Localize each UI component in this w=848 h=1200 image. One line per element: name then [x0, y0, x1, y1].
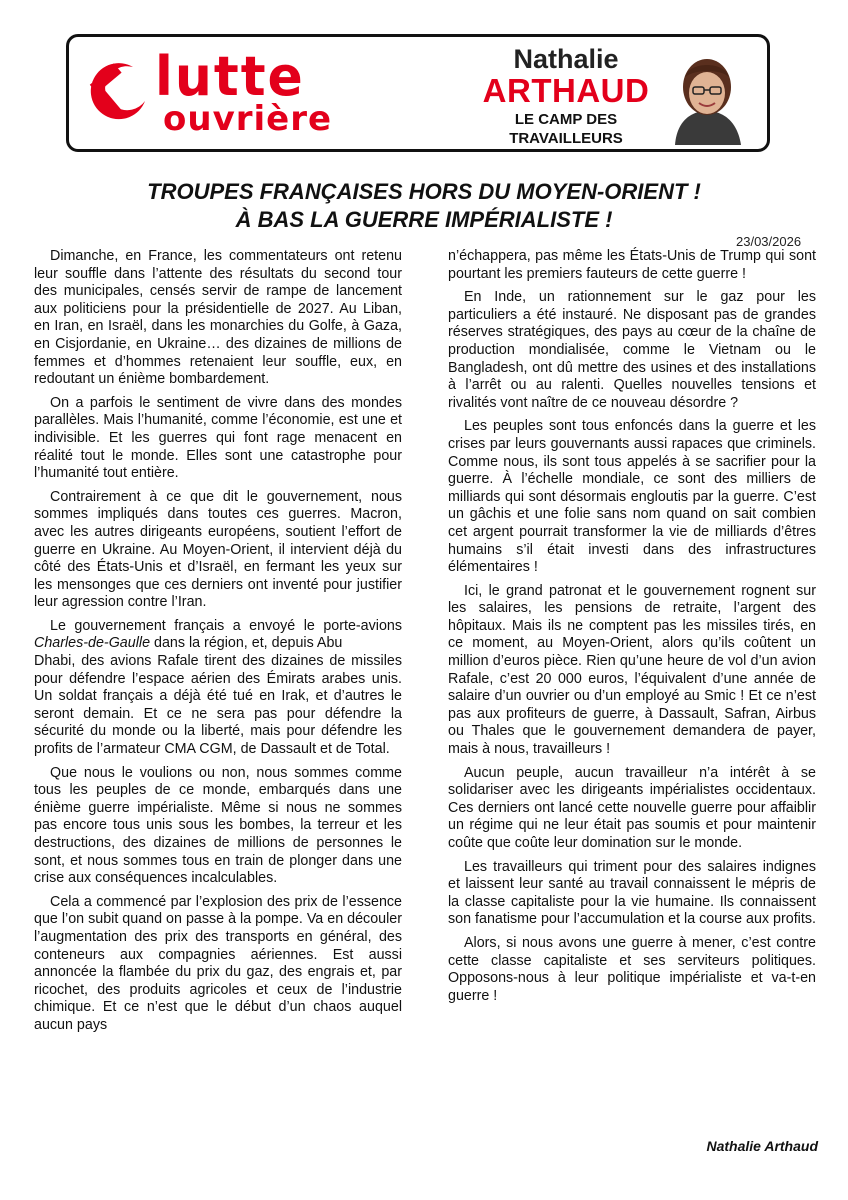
carrier-text-before: Le gouvernement français a envoyé le porte-avions	[50, 617, 402, 634]
logo-word-lutte: lutte	[155, 45, 305, 109]
paragraph: Les travailleurs qui triment pour des salaires indignes et laissent leur santé au travail connaissent le mépris de la classe capitaliste pour la vie humaine. Ils connaissent son fanatisme pour l’accumulation et la course aux profits.	[448, 858, 816, 928]
paragraph: En Inde, un rationnement sur le gaz pour les particuliers a été instauré. Ne disposant pas de grandes réserves stratégiques, des pays au cœur de la chaîne de production mondialisée, comme le Vietnam ou le Bangladesh, ont dû mettre des usines et des installations à l’arrêt ou au ralenti. Quelles nouvelles tensions et rivalités vont naître de ce nouveau désordre ?	[448, 289, 816, 411]
paragraph: Cela a commencé par l’explosion des prix de l’essence que l’on subit quand on passe à la pompe. Va en découler l’augmentation des prix des transports en général, des conteneurs aux compagnies aériennes. Est aussi annoncée la flambée du prix du gaz, des engrais et, par ricochet, des produits agricoles et ceux de l’industrie chimique. Et ce n’est que le début d’un chaos auquel aucun pays	[34, 893, 402, 1033]
paragraph: Alors, si nous avons une guerre à mener, c’est contre cette classe capitaliste et ses serviteurs politiques. Opposons-nous à leur politique impérialiste et va-t-en guerre !	[448, 934, 816, 1004]
signature: Nathalie Arthaud	[706, 1138, 818, 1154]
carrier-name: Charles-de-Gaulle	[34, 635, 151, 652]
lutte-ouvriere-logo	[83, 47, 423, 143]
masthead	[66, 34, 770, 152]
candidate-block	[471, 45, 661, 145]
paragraph: n’échappera, pas même les États-Unis de Trump qui sont pourtant les premiers fauteurs de cette guerre !	[448, 248, 816, 282]
paragraph: On a parfois le sentiment de vivre dans des mondes parallèles. Mais l’humanité, comme l’économie, est une et indivisible. Et les guerres qui font rage menacent en réalité tout le monde. Elles sont une catastrophe pour l’humanité tout entière.	[34, 394, 402, 482]
paragraph: Les peuples sont tous enfoncés dans la guerre et les crises par leurs gouvernants aussi rapaces que criminels. Comme nous, ils sont tous appelés à se sacrifier pour la guerre. À l’échelle mondiale, ce sont des milliers de milliards qui sont désormais engloutis par la guerre. C’est un gâchis et une folie sans nom quand on sait combien cet argent pourrait transformer la vie de milliards d’êtres humains s’il était investi dans des infrastructures élémentaires !	[448, 418, 816, 576]
headline	[0, 178, 848, 234]
candidate-first-name: Nathalie	[513, 44, 619, 74]
candidate-last-name: ARTHAUD	[482, 72, 650, 109]
publication-date: 23/03/2026	[736, 234, 802, 249]
slogan-line-1: LE CAMP DES	[514, 111, 618, 128]
paragraph: Dimanche, en France, les commentateurs ont retenu leur souffle dans l’attente des résultats du second tour des municipales, censés servir de rampe de lancement aux politiciens pour la présidentielle de 2027. Au Liban, en Iran, en Israël, dans les monarchies du Golfe, à Gaza, en Cisjordanie, en Ukraine… des dizaines de millions de femmes et d’hommes retenaient leur souffle, eux, en redoutant un énième bombardement.	[34, 248, 402, 388]
carrier-text-after: dans la région, et, depuis Abu	[150, 635, 343, 652]
candidate-photo	[655, 47, 759, 145]
paragraph-carrier	[34, 618, 402, 653]
headline-line-1: TROUPES FRANÇAISES HORS DU MOYEN-ORIENT !	[147, 179, 701, 204]
paragraph: Aucun peuple, aucun travailleur n’a intérêt à se solidariser avec les dirigeants impérialistes occidentaux. Ces derniers ont lancé cette nouvelle guerre pour affaiblir un régime qui ne leur était pas soumis et pour maintenir coûte que coûte leur domination sur le monde.	[448, 764, 816, 851]
paragraph: Dhabi, des avions Rafale tirent des dizaines de missiles pour défendre l’espace aérien des Émirats arabes unis. Un soldat français a déjà été tué en Irak, et d’autres le seront demain. Et ce ne sera pas pour défendre la sécurité du monde ou la liberté, mais pour défendre les profits de l’armateur CMA CGM, de Dassault et de Total.	[34, 653, 402, 758]
paragraph: Que nous le voulions ou non, nous sommes comme tous les peuples de ce monde, embarqués dans une énième guerre impérialiste. Même si nous ne sommes pas encore tous unis sous les bombes, la terreur et les destructions, des dizaines de millions de personnes le sont, et nous sommes tous en train de plonger dans une crise aux conséquences incalculables.	[34, 764, 402, 887]
paragraph: Contrairement à ce que dit le gouvernement, nous sommes impliqués dans toutes ces guerres. Macron, avec les autres dirigeants européens, soutient l’effort de guerre en Ukraine. Au Moyen-Orient, il intervient déjà du côté des États-Unis et d’Israël, en fermant les yeux sur les mensonges que ces derniers ont inventé pour justifier leur agression contre l’Iran.	[34, 488, 402, 611]
logo-word-ouvriere: ouvrière	[163, 99, 333, 139]
paragraph: Ici, le grand patronat et le gouvernement rognent sur les salaires, les pensions de retraite, l’argent des hôpitaux. Mais ils ne comptent pas les missiles tirés, en ce moment, au Moyen-Orient, alors qu’ils coûtent un million d’euros pièce. Rien qu’une heure de vol d’un avion Rafale, c’est 20 000 euros, l’équivalent d’une année de salaire d’un ouvrier ou d’un employé au Smic ! Et ce n’est pas aux profiteurs de guerre, à Dassault, Safran, Airbus ou Thales que le gouvernement demandera de payer, mais à nous, travailleurs !	[448, 582, 816, 758]
right-column	[448, 248, 816, 1011]
hammer-sickle-icon	[83, 57, 155, 129]
slogan-line-2: TRAVAILLEURS	[509, 130, 623, 147]
headline-line-2: À BAS LA GUERRE IMPÉRIALISTE !	[235, 207, 613, 232]
left-column	[34, 248, 402, 1041]
